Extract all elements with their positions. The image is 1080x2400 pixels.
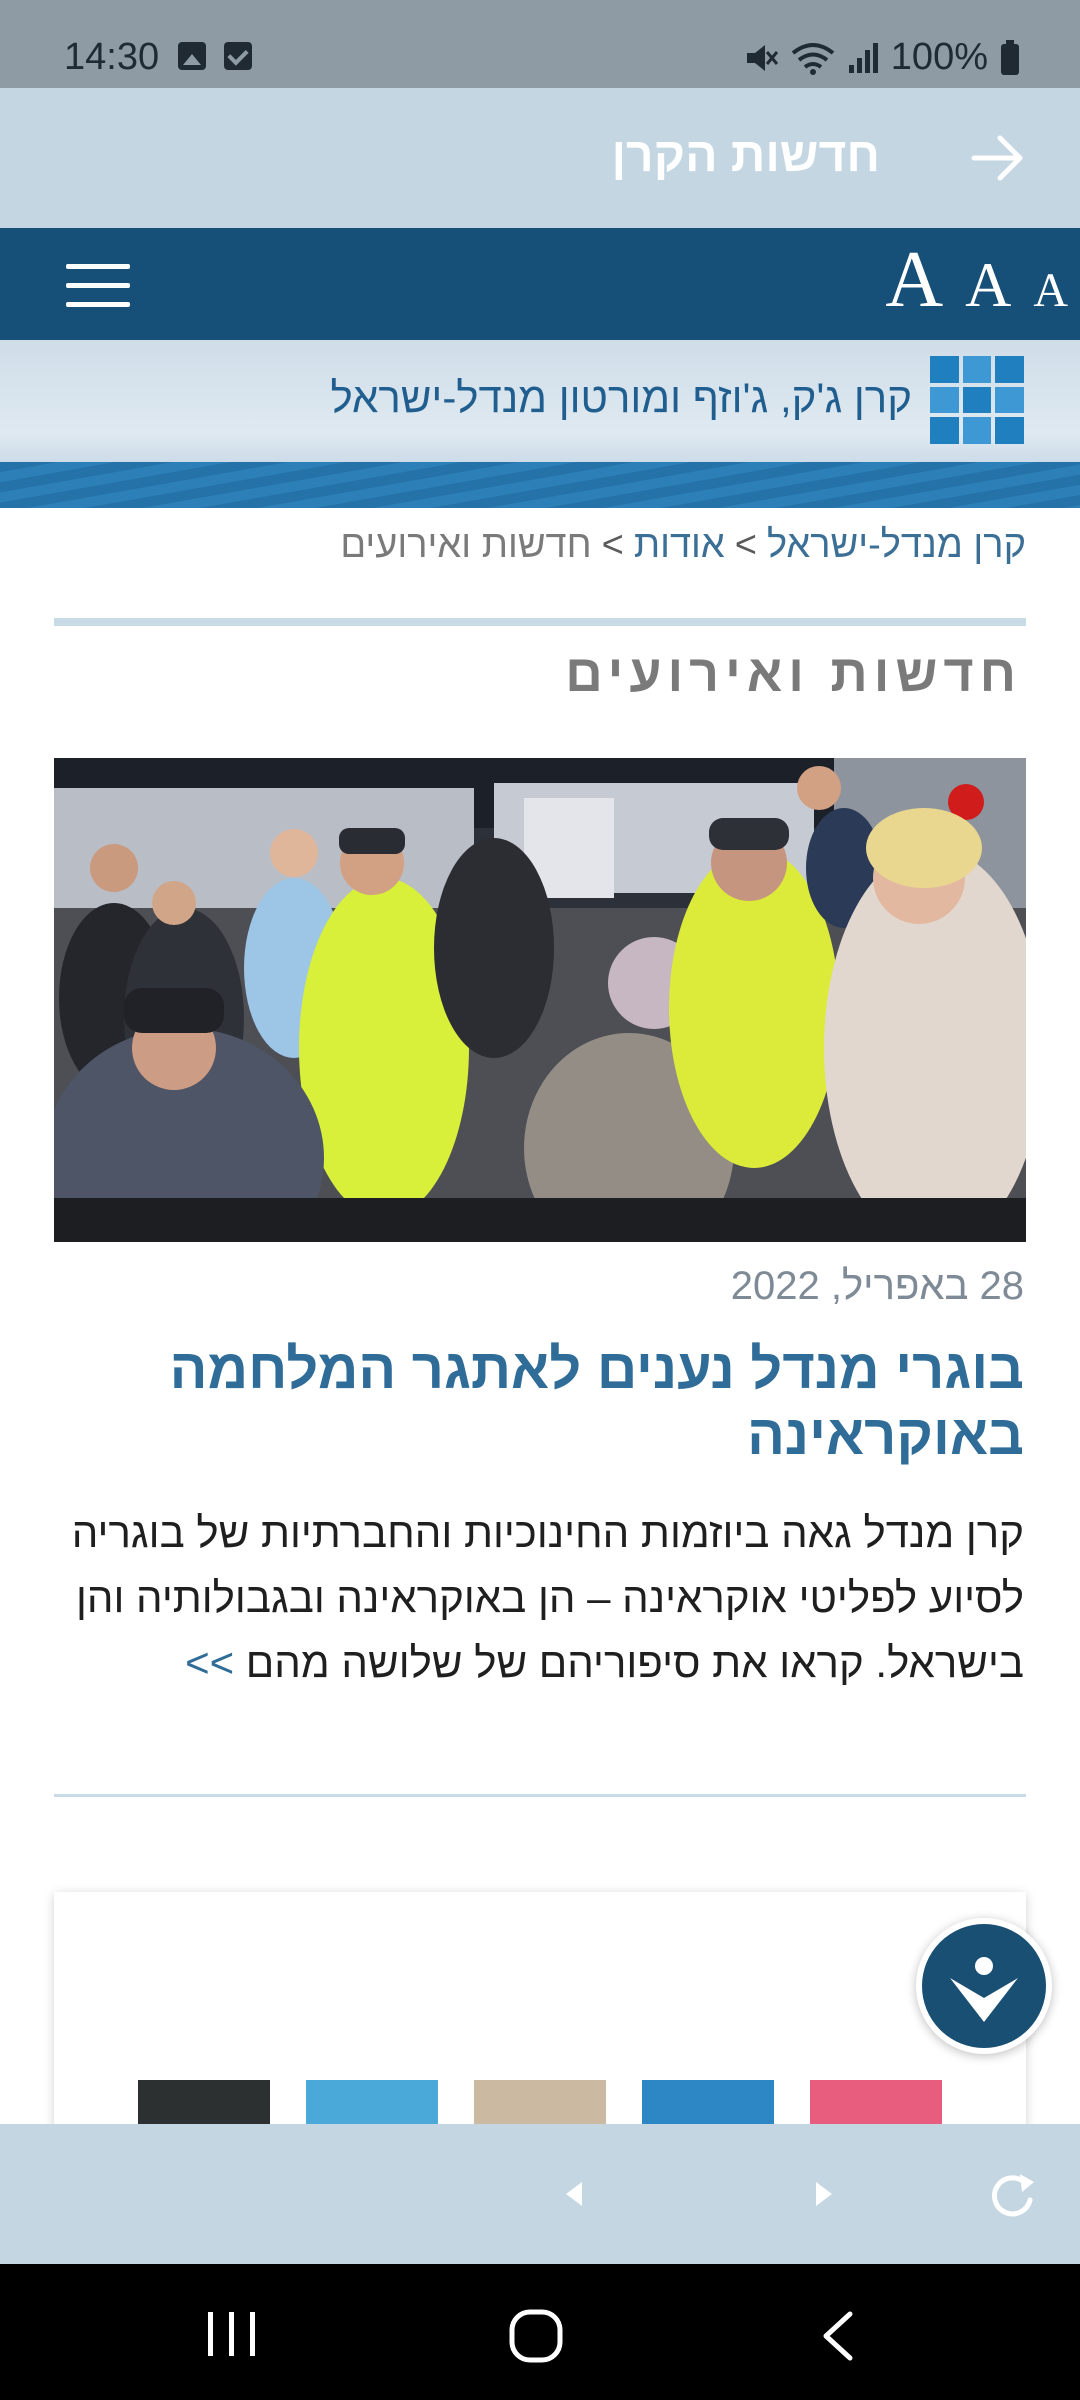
- divider: [54, 1794, 1026, 1797]
- back-icon[interactable]: [818, 2308, 858, 2364]
- breadcrumb-current: חדשות ואירועים: [340, 524, 592, 566]
- news-date: 28 באפריל, 2022: [730, 1264, 1024, 1308]
- image-icon: [178, 42, 206, 70]
- news-excerpt: [44, 1500, 1024, 1695]
- accessibility-icon: [940, 1942, 1028, 2030]
- mandel-logo: [930, 356, 1024, 444]
- next-news-card[interactable]: [54, 1892, 1026, 2132]
- page-title: חדשות ואירועים: [565, 645, 1022, 703]
- news-image[interactable]: [54, 758, 1026, 1242]
- back-triangle-icon[interactable]: [560, 2170, 588, 2218]
- breadcrumb: [340, 524, 1026, 567]
- font-size-controls: [885, 236, 1068, 324]
- status-right: [743, 36, 1020, 79]
- app-bar: [0, 88, 1080, 228]
- font-size-medium-button[interactable]: A: [965, 249, 1012, 320]
- site-nav: [0, 228, 1080, 340]
- breadcrumb-separator: >: [734, 524, 757, 566]
- status-bar: [0, 0, 1080, 88]
- banner-title: קרן ג'ק, ג'וזף ומורטון מנדל-ישראל: [330, 374, 912, 421]
- news-body-text: קרן מנדל גאה ביוזמות החינוכיות והחברתיות של בוגריה לסיוע לפליטי אוקראינה – הן באוקראינה ובגבולותיה והן בישראל. קראו את סיפוריהם של שלושה מהם: [71, 1509, 1024, 1686]
- signal-icon: [847, 41, 879, 75]
- breadcrumb-about-link[interactable]: אודות: [633, 524, 725, 566]
- browser-toolbar: [0, 2124, 1080, 2264]
- accessibility-button[interactable]: [916, 1918, 1052, 2054]
- divider: [54, 618, 1026, 626]
- news-title-link[interactable]: בוגרי מנדל נענים לאתגר המלחמה באוקראינה: [169, 1337, 1024, 1466]
- battery-icon: [1000, 40, 1020, 76]
- home-icon[interactable]: [508, 2308, 564, 2364]
- forward-triangle-icon[interactable]: [810, 2170, 838, 2218]
- font-size-large-button[interactable]: A: [885, 236, 944, 324]
- refresh-icon[interactable]: [986, 2170, 1038, 2222]
- recents-icon[interactable]: [204, 2308, 260, 2360]
- breadcrumb-home-link[interactable]: קרן מנדל-ישראל: [766, 524, 1026, 566]
- notification-icons: [178, 42, 252, 70]
- system-navigation-bar: [0, 2264, 1080, 2400]
- font-size-small-button[interactable]: A: [1033, 264, 1068, 317]
- wifi-icon: [791, 41, 835, 75]
- check-icon: [224, 42, 252, 70]
- banner-stripes: [0, 462, 1080, 508]
- mute-icon: [743, 41, 779, 75]
- status-time: 14:30: [64, 36, 160, 78]
- arrow-right-icon[interactable]: [968, 128, 1028, 188]
- read-more-link[interactable]: >>: [185, 1639, 235, 1686]
- breadcrumb-separator: >: [601, 524, 624, 566]
- site-banner[interactable]: [0, 340, 1080, 508]
- battery-percent: 100%: [890, 36, 988, 78]
- app-bar-title: חדשות הקרן: [611, 129, 880, 182]
- hamburger-icon[interactable]: [66, 264, 130, 308]
